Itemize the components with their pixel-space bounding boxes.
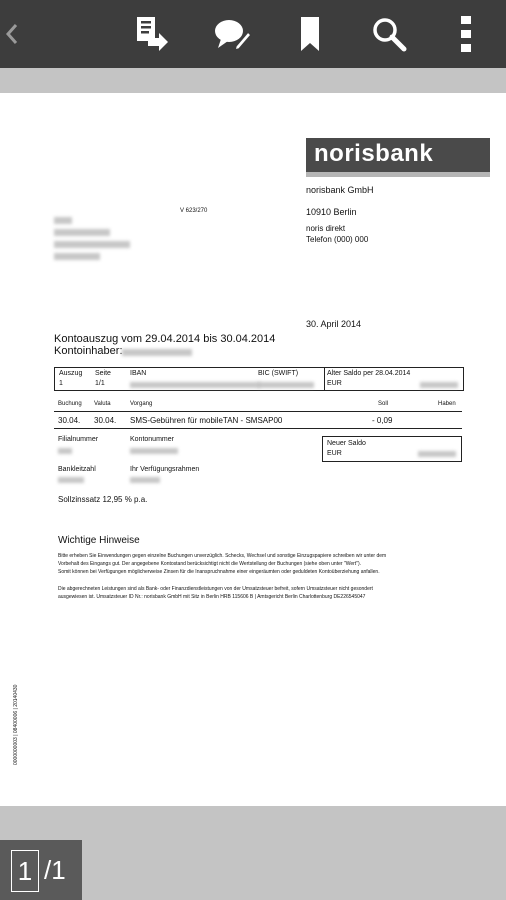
- auszug-value: 1: [59, 380, 63, 387]
- summary-divider: [324, 367, 325, 391]
- neuer-saldo-label: Neuer Saldo: [327, 440, 366, 447]
- col-bic: BIC (SWIFT): [258, 370, 299, 377]
- tx-header-soll: Soll: [378, 401, 389, 407]
- tx-header-haben: Haben: [438, 401, 456, 407]
- statement-title: Kontoauszug vom 29.04.2014 bis 30.04.2014: [54, 333, 276, 345]
- annotate-icon[interactable]: [208, 0, 256, 68]
- redacted-rahmen: [130, 477, 160, 483]
- bank-logo: norisbank: [306, 138, 490, 177]
- col-iban: IBAN: [130, 370, 147, 377]
- hinweise-text: Bitte erheben Sie Einwendungen gegen einzelne Buchungen unverzüglich. Schecks, Wechsel und sonstige Einzugspapiere schreiben wir unter dem: [58, 553, 387, 559]
- interest-rate: Sollzinssatz 12,95 % p.a.: [58, 495, 148, 504]
- top-toolbar: [0, 0, 506, 68]
- tx-vorgang: SMS-Gebühren für mobileTAN - SMSAP00: [130, 416, 283, 425]
- total-pages: /1: [44, 855, 66, 885]
- redacted-balance: [420, 382, 458, 388]
- kontonummer-label: Kontonummer: [130, 436, 174, 443]
- tx-header-buchung: Buchung: [58, 401, 82, 407]
- convert-icon[interactable]: [128, 0, 176, 68]
- redacted-address: [54, 241, 130, 248]
- bank-name: norisbank GmbH: [306, 185, 374, 195]
- tx-buchung: 30.04.: [58, 416, 81, 425]
- seite-value: 1/1: [95, 380, 105, 387]
- redacted-kontonummer: [130, 448, 178, 454]
- verfuegungsrahmen-label: Ihr Verfügungsrahmen: [130, 466, 200, 473]
- bank-city: 10910 Berlin: [306, 207, 357, 217]
- tx-bottom-rule: [54, 428, 462, 429]
- redacted-bic: [258, 382, 314, 388]
- hinweise-text: Vorbehalt des Eingangs gut. Der angegebene Kontostand berücksichtigt nicht die Wertstellung der Buchungen (siehe oben unter "Wert").: [58, 561, 362, 567]
- contact-line1: noris direkt: [306, 224, 346, 233]
- tx-valuta: 30.04.: [94, 416, 117, 425]
- statement-date: 30. April 2014: [306, 319, 362, 329]
- chevron-left-icon[interactable]: [2, 0, 22, 68]
- col-auszug: Auszug: [59, 370, 83, 377]
- hinweise-title: Wichtige Hinweise: [58, 535, 140, 546]
- tx-header-vorgang: Vorgang: [130, 401, 153, 407]
- hinweise-text: Somit können bei Verfügungen möglicherweise Zinsen für die Inanspruchnahme einer eingeräumten oder geduldeten Kontoüberziehung anfallen.: [58, 569, 380, 575]
- search-icon[interactable]: [366, 0, 412, 68]
- alter-saldo-currency: EUR: [327, 380, 342, 387]
- redacted-filialnummer: [58, 448, 72, 454]
- redacted-holder: [122, 349, 192, 356]
- account-holder-label: Kontoinhaber:: [54, 345, 123, 357]
- neuer-saldo-currency: EUR: [327, 450, 342, 457]
- redacted-address: [54, 217, 72, 224]
- redacted-blz: [58, 477, 84, 483]
- document-page[interactable]: [0, 93, 506, 806]
- page-gap: [0, 68, 506, 93]
- redacted-new-balance: [418, 451, 456, 457]
- bankleitzahl-label: Bankleitzahl: [58, 466, 96, 473]
- ref-code: V 623/270: [180, 208, 208, 214]
- redacted-address: [54, 229, 110, 236]
- contact-line2: Telefon (000) 000: [306, 235, 369, 244]
- col-seite: Seite: [95, 370, 111, 377]
- tx-header-valuta: Valuta: [94, 401, 111, 407]
- redacted-address: [54, 253, 100, 260]
- bookmark-icon[interactable]: [290, 0, 330, 68]
- hinweise-text: Die abgerechneten Leistungen sind als Bank- oder Finanzdienstleistungen von der Umsatzsteuer befreit, sofern Umsatzsteuer nicht gesondert: [58, 586, 373, 592]
- more-vertical-icon[interactable]: [452, 0, 480, 68]
- side-code: 0000000003 | 08400006 | 20140430: [13, 684, 19, 765]
- tx-soll: - 0,09: [372, 416, 393, 425]
- hinweise-text: ausgewiesen ist. Umsatzsteuer ID Nr.: norisbank GmbH mit Sitz in Berlin HRB 115606 B | Amtsgericht Berlin Charlottenburg DE226545047: [58, 594, 366, 600]
- redacted-iban: [130, 382, 260, 388]
- page-indicator[interactable]: [0, 840, 82, 900]
- col-alter-saldo: Alter Saldo per 28.04.2014: [327, 370, 411, 377]
- tx-header-rule: [54, 411, 462, 412]
- filialnummer-label: Filialnummer: [58, 436, 99, 443]
- current-page-input[interactable]: 1: [11, 850, 39, 892]
